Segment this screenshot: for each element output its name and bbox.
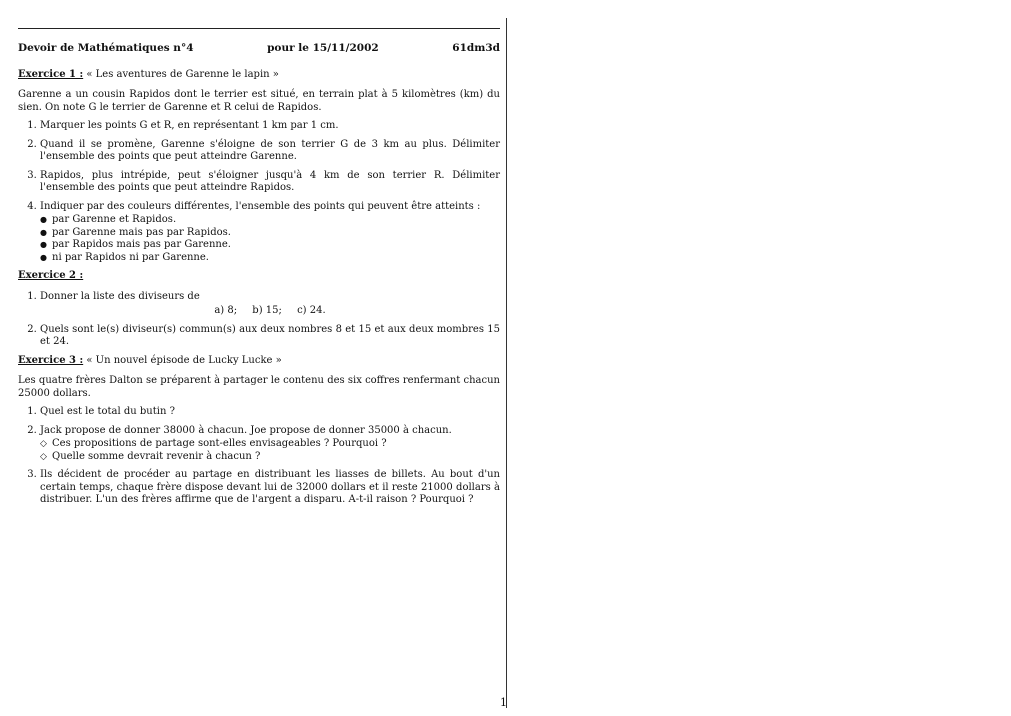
exercise-1-intro: Garenne a un cousin Rapidos dont le terrier est situé, en terrain plat à 5 kilomètres (km) du sien. On note G le terrier de Garenne et R celui de Rapidos. <box>18 89 500 113</box>
document-header <box>18 42 500 55</box>
document-title: Devoir de Mathématiques n°4 <box>18 42 194 54</box>
exercise-1-subtitle: « Les aventures de Garenne le lapin » <box>86 68 279 80</box>
exercise-1-q4-list <box>40 214 500 264</box>
exercise-1-q1: 1. Marquer les points G et R, en représentant 1 km par 1 cm. <box>40 120 500 133</box>
left-column <box>18 42 500 513</box>
list-item: ◇ Ces propositions de partage sont-elles envisageables ? Pourquoi ? <box>40 438 500 451</box>
list-item: ◇ Quelle somme devrait revenir à chacun ? <box>40 451 500 464</box>
column-divider <box>506 18 507 708</box>
page-number: 1 <box>500 696 507 709</box>
exercise-1-q4-text: Indiquer par des couleurs différentes, l'ensemble des points qui peuvent être atteints : <box>40 200 481 212</box>
part-b: b) 15; <box>252 305 282 316</box>
exercise-3-questions <box>18 406 500 507</box>
exercise-2-questions <box>18 291 500 349</box>
exercise-1-q3: 3. Rapidos, plus intrépide, peut s'éloigner jusqu'à 4 km de son terrier R. Délimiter l'ensemble des points que peut atteindre Rapidos. <box>40 170 500 195</box>
part-c: c) 24. <box>297 305 326 316</box>
exercise-1-label: Exercice 1 : <box>18 68 84 80</box>
exercise-3-q2-text: Jack propose de donner 38000 à chacun. Joe propose de donner 35000 à chacun. <box>40 424 452 436</box>
top-rule <box>18 28 500 29</box>
exercise-3-q1: 1. Quel est le total du butin ? <box>40 406 500 419</box>
part-a: a) 8; <box>214 305 238 316</box>
exercise-3-q2 <box>40 425 500 464</box>
list-item: ● ni par Rapidos ni par Garenne. <box>40 252 500 265</box>
exercise-3-label: Exercice 3 : <box>18 354 84 366</box>
exercise-1-questions <box>18 120 500 264</box>
exercise-2-q1-text: Donner la liste des diviseurs de <box>40 290 200 302</box>
exercise-1-q2: 2. Quand il se promène, Garenne s'éloigne de son terrier G de 3 km au plus. Délimiter l'ensemble des points que peut atteindre Garenne. <box>40 139 500 164</box>
document-date: pour le 15/11/2002 <box>267 42 379 54</box>
exercise-3-subtitle: « Un nouvel épisode de Lucky Lucke » <box>86 354 282 366</box>
exercise-3-q3: 3. Ils décident de procéder au partage en distribuant les liasses de billets. Au bout d'un certain temps, chaque frère dispose devant lui de 32000 dollars et il reste 21000 dollars à distribuer. L'un des frères affirme que de l'argent a disparu. A-t-il raison ? Pourquoi ? <box>40 469 500 507</box>
list-item: ● par Garenne et Rapidos. <box>40 214 500 227</box>
list-item: ● par Rapidos mais pas par Garenne. <box>40 239 500 252</box>
list-item: ● par Garenne mais pas par Rapidos. <box>40 227 500 240</box>
exercise-2-q1 <box>40 291 500 318</box>
exercise-2-heading <box>18 270 500 283</box>
exercise-3-q2-list <box>40 438 500 463</box>
document-code: 61dm3d <box>452 42 500 54</box>
exercise-2-label: Exercice 2 : <box>18 270 84 281</box>
exercise-2-q2: 2. Quels sont le(s) diviseur(s) commun(s) aux deux nombres 8 et 15 et aux deux mombres 15 et 24. <box>40 324 500 349</box>
exercise-1-q4 <box>40 201 500 265</box>
exercise-1-heading <box>18 69 500 82</box>
exercise-3-intro: Les quatre frères Dalton se préparent à partager le contenu des six coffres renfermant chacun 25000 dollars. <box>18 375 500 399</box>
exercise-3-heading <box>18 355 500 368</box>
exercise-2-q1-parts <box>40 305 500 318</box>
